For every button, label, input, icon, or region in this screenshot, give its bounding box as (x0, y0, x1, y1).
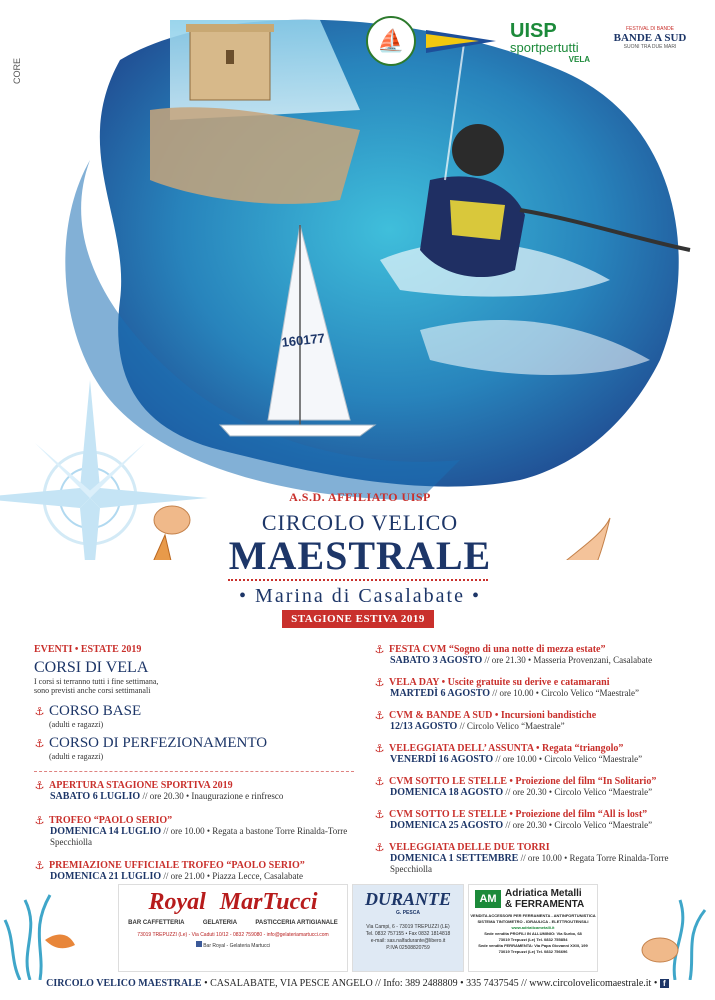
logo-sailing-school (366, 16, 416, 66)
martucci-label: MarTucci (219, 889, 318, 915)
event-title: VELEGGIATA DELL’ ASSUNTA • Regata “triangolo” (389, 743, 624, 754)
event-date: DOMENICA 21 LUGLIO (50, 871, 162, 882)
anchor-icon: ⚓ (34, 737, 45, 750)
bandeasud-sub: SUONI TRA DUE MARI (623, 44, 677, 50)
durante-address-4: P.IVA 02508820759 (386, 945, 430, 951)
events-label: EVENTI • ESTATE 2019 (34, 644, 142, 655)
facebook-icon[interactable]: f (660, 979, 669, 988)
durante-sub: G. PESCA (396, 910, 420, 916)
course-perf-label: CORSO DI PERFEZIONAMENTO (49, 735, 268, 751)
durante-address-3: e-mail: sas.nalfadurante@libero.it (370, 938, 446, 944)
event-title: APERTURA STAGIONE SPORTIVA 2019 (49, 780, 233, 791)
footer-contacts: • CASALABATE, VIA PESCE ANGELO // Info: 389 2488809 • 335 7437545 // www.circolovelicomaestrale.it • (201, 978, 658, 989)
club-title: MAESTRALE (228, 533, 492, 578)
event-title: VELEGGIATA DELLE DUE TORRI (389, 842, 550, 853)
sponsor-adriatica-metalli (468, 884, 598, 972)
event-title: CVM SOTTO LE STELLE • Proiezione del film “All is lost” (389, 809, 648, 820)
event-detail: // ore 20.30 • Inaugurazione e rinfresco (140, 791, 284, 801)
side-tag: CORE (12, 57, 22, 84)
event-detail: // ore 20.30 • Circolo Velico “Maestrale” (503, 787, 653, 797)
footer-club-name: CIRCOLO VELICO MAESTRALE (46, 978, 202, 989)
event-detail: // ore 10.00 • Regata a bastone Torre Rinalda-Torre Specchiolla (50, 826, 348, 847)
seaweed-left-icon (0, 880, 80, 980)
event-date: DOMENICA 1 SETTEMBRE (390, 853, 519, 864)
adriatica-name-1: Adriatica Metalli (505, 888, 582, 899)
event-item (34, 780, 354, 802)
event-date: SABATO 6 LUGLIO (50, 791, 141, 802)
royal-address: 73019 TREPUZZI (Le) - Via Caduti 10/12 - 0832 759080 - info@gelateriamartucci.com (137, 932, 329, 938)
adriatica-line-1: VENDITA ACCESSORI PER FERRAMENTA - ANTINFORTUNISTICA (470, 913, 596, 918)
royal-cat-3: PASTICCERIA ARTIGIANALE (255, 920, 338, 926)
event-detail: // ore 21.00 • Piazza Lecce, Casalabate (161, 871, 303, 881)
adriatica-line-6: Sede vendita FERRAMENTA: Via Papa Giovanni XXIII, 199 (478, 943, 588, 948)
event-item (374, 677, 704, 699)
royal-cat-1: BAR CAFFETTERIA (128, 920, 185, 926)
event-item (374, 743, 704, 765)
event-detail: // ore 10.00 • Regata Torre Rinalda-Torre Specchiolla (390, 853, 669, 874)
anchor-icon: ⚓ (374, 643, 385, 656)
adriatica-name-2: & FERRAMENTA (505, 899, 585, 910)
durante-address-1: Via Campi, 6 - 73019 TREPUZZI (LE) (366, 924, 450, 930)
uisp-label: UISP (510, 20, 557, 42)
bandeasud-name: BANDE A SUD (613, 32, 687, 44)
course-base-label: CORSO BASE (49, 703, 142, 719)
event-title: FESTA CVM “Sogno di una notte di mezza estate” (389, 644, 606, 655)
logo-uisp (510, 20, 590, 70)
event-title: VELA DAY • Uscite gratuite su derive e catamarani (389, 677, 610, 688)
event-item (374, 710, 704, 732)
uisp-sub: sportpertutti (510, 40, 579, 55)
event-item (374, 842, 704, 874)
uisp-vela: VELA (568, 55, 590, 64)
event-date: VENERDÌ 16 AGOSTO (390, 754, 494, 765)
event-detail: // ore 10.00 • Circolo Velico “Maestrale” (490, 688, 639, 698)
adriatica-logo-icon: AM (475, 890, 501, 908)
pennant-flag-icon (424, 26, 498, 56)
right-column (374, 644, 704, 874)
event-title: CVM & BANDE A SUD • Incursioni bandistiche (389, 710, 597, 721)
anchor-icon: ⚓ (374, 808, 385, 821)
anchor-icon: ⚓ (374, 742, 385, 755)
sponsor-royal-martucci (118, 884, 348, 972)
courses-note-2: sono previsti anche corsi settimanali (34, 686, 151, 695)
courses-note-1: I corsi si terranno tutti i fine settimana, (34, 677, 159, 686)
anchor-icon: ⚓ (374, 709, 385, 722)
course-perf (34, 735, 354, 752)
logo-bande-a-sud (600, 26, 700, 66)
footer (0, 978, 715, 989)
event-date: DOMENICA 18 AGOSTO (390, 787, 504, 798)
divider (34, 771, 354, 772)
anchor-icon: ⚓ (374, 676, 385, 689)
event-date: 12/13 AGOSTO (390, 721, 458, 732)
sailboat-icon: ⛵ (377, 28, 405, 53)
courses-title: CORSI DI VELA (34, 659, 149, 676)
event-detail: // ore 10.00 • Circolo Velico “Maestrale” (493, 754, 643, 764)
anchor-icon: ⚓ (34, 705, 45, 718)
event-item (374, 809, 704, 831)
royal-label: Royal (148, 889, 206, 915)
event-detail: // ore 21.30 • Masseria Provenzani, Casalabate (482, 655, 653, 665)
title-divider (228, 579, 488, 581)
adriatica-line-4: Sede vendita PROFILI IN ALLUMINIO: Via Surbo, 68 (484, 931, 582, 936)
anchor-icon: ⚓ (374, 775, 385, 788)
event-detail: // Circolo Velico “Maestrale” (457, 721, 565, 731)
seaweed-right-icon (635, 880, 715, 980)
durante-address-2: Tel. 0832 757155 • Fax 0832 1814818 (365, 931, 451, 937)
left-column (34, 644, 354, 882)
anchor-icon: ⚓ (34, 779, 45, 792)
event-date: DOMENICA 25 AGOSTO (390, 820, 504, 831)
adriatica-line-5: 73019 Trepuzzi (Le) Tel. 0832 755854 (498, 937, 568, 942)
event-title: TROFEO “PAOLO SERIO” (49, 815, 173, 826)
adriatica-line-3: www.adriaticametalli.it (511, 925, 555, 930)
facebook-icon (196, 941, 202, 947)
durante-label: DURANTE (364, 889, 451, 909)
event-title: CVM SOTTO LE STELLE • Proiezione del film “In Solitario” (389, 776, 657, 787)
course-base (34, 703, 354, 720)
adriatica-line-2: SISTEMA TINTOMETRO - IDRAULICA - ELETTROUTENSILI (477, 919, 589, 924)
logo-pennant (424, 26, 498, 56)
event-item (34, 815, 354, 847)
event-date: SABATO 3 AGOSTO (390, 655, 483, 666)
bandeasud-top: FESTIVAL DI BANDE (625, 26, 675, 32)
event-item (374, 644, 704, 666)
event-date: DOMENICA 14 LUGLIO (50, 826, 162, 837)
course-perf-sub: (adulti e ragazzi) (49, 752, 104, 761)
anchor-icon: ⚓ (34, 859, 45, 872)
affiliation-label: A.S.D. AFFILIATO UISP (289, 490, 431, 504)
season-badge: STAGIONE ESTIVA 2019 (282, 610, 434, 628)
event-title: PREMIAZIONE UFFICIALE TROFEO “PAOLO SERIO” (49, 860, 305, 871)
anchor-icon: ⚓ (374, 841, 385, 854)
adriatica-line-7: 73019 Trepuzzi (Le) Tel. 0832 756696 (498, 949, 568, 954)
sponsor-durante (352, 884, 464, 972)
event-detail: // ore 20.30 • Circolo Velico “Maestrale” (503, 820, 653, 830)
course-base-sub: (adulti e ragazzi) (49, 720, 104, 729)
sail-number: 160177 (280, 330, 326, 350)
event-date: MARTEDÌ 6 AGOSTO (390, 688, 491, 699)
club-subtitle: CIRCOLO VELICO (261, 510, 459, 535)
royal-cat-2: GELATERIA (202, 920, 238, 926)
event-item (34, 860, 354, 882)
location-label: • Marina di Casalabate • (239, 585, 481, 607)
royal-facebook: Bar Royal - Gelateria Martucci (119, 941, 347, 949)
event-item (374, 776, 704, 798)
anchor-icon: ⚓ (34, 814, 45, 827)
